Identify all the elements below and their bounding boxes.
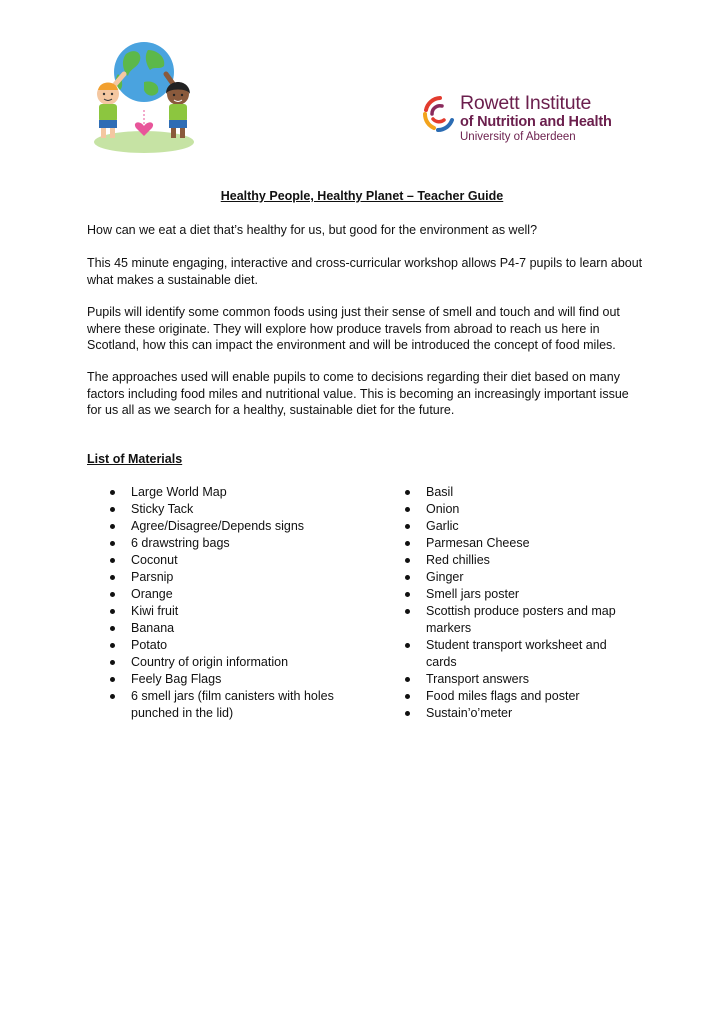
list-item: Smell jars poster [405, 586, 635, 603]
list-item: Feely Bag Flags [110, 671, 380, 688]
intro-paragraph: How can we eat a diet that’s healthy for us, but good for the environment as well? [87, 223, 538, 237]
list-item: 6 drawstring bags [110, 535, 380, 552]
rowett-logo-name: Rowett Institute [460, 92, 592, 114]
list-item: Ginger [405, 569, 635, 586]
rowett-swirl-icon [420, 94, 456, 134]
list-item: 6 smell jars (film canisters with holes punched in the lid) [110, 688, 380, 722]
list-item: Food miles flags and poster [405, 688, 635, 705]
list-item: Sticky Tack [110, 501, 380, 518]
list-item: Agree/Disagree/Depends signs [110, 518, 380, 535]
workshop-paragraph: This 45 minute engaging, interactive and cross-curricular workshop allows P4-7 pupils to learn about what makes a sustainable diet. [87, 256, 643, 287]
activities-paragraph: Pupils will identify some common foods using just their sense of smell and touch and will find out where these originate. They will explore how produce travels from abroad to reach us here in Scotland, how this can impact the environment and will be introduced the concept of food miles. [87, 305, 620, 352]
list-item: Orange [110, 586, 380, 603]
list-item: Parsnip [110, 569, 380, 586]
list-item: Transport answers [405, 671, 635, 688]
materials-list-right [405, 484, 635, 722]
list-item: Student transport worksheet and cards [405, 637, 635, 671]
rowett-logo-university: University of Aberdeen [460, 131, 576, 143]
rowett-logo-subtitle: of Nutrition and Health [460, 114, 612, 130]
list-item: Red chillies [405, 552, 635, 569]
materials-heading: List of Materials [87, 452, 183, 466]
materials-list-left [110, 484, 380, 722]
list-item: Potato [110, 637, 380, 654]
document-title: Healthy People, Healthy Planet – Teacher Guide [220, 189, 504, 203]
kids-globe-logo [84, 38, 204, 156]
list-item: Sustain’o’meter [405, 705, 635, 722]
list-item: Garlic [405, 518, 635, 535]
list-item: Basil [405, 484, 635, 501]
list-item: Kiwi fruit [110, 603, 380, 620]
list-item: Scottish produce posters and map markers [405, 603, 635, 637]
list-item: Country of origin information [110, 654, 380, 671]
list-item: Coconut [110, 552, 380, 569]
list-item: Large World Map [110, 484, 380, 501]
approaches-paragraph: The approaches used will enable pupils to come to decisions regarding their diet based on many factors including food miles and nutritional value. This is becoming an increasingly important issue for us all as we search for a healthy, sustainable diet for the future. [87, 370, 629, 417]
rowett-institute-logo [420, 92, 640, 148]
list-item: Parmesan Cheese [405, 535, 635, 552]
list-item: Onion [405, 501, 635, 518]
list-item: Banana [110, 620, 380, 637]
